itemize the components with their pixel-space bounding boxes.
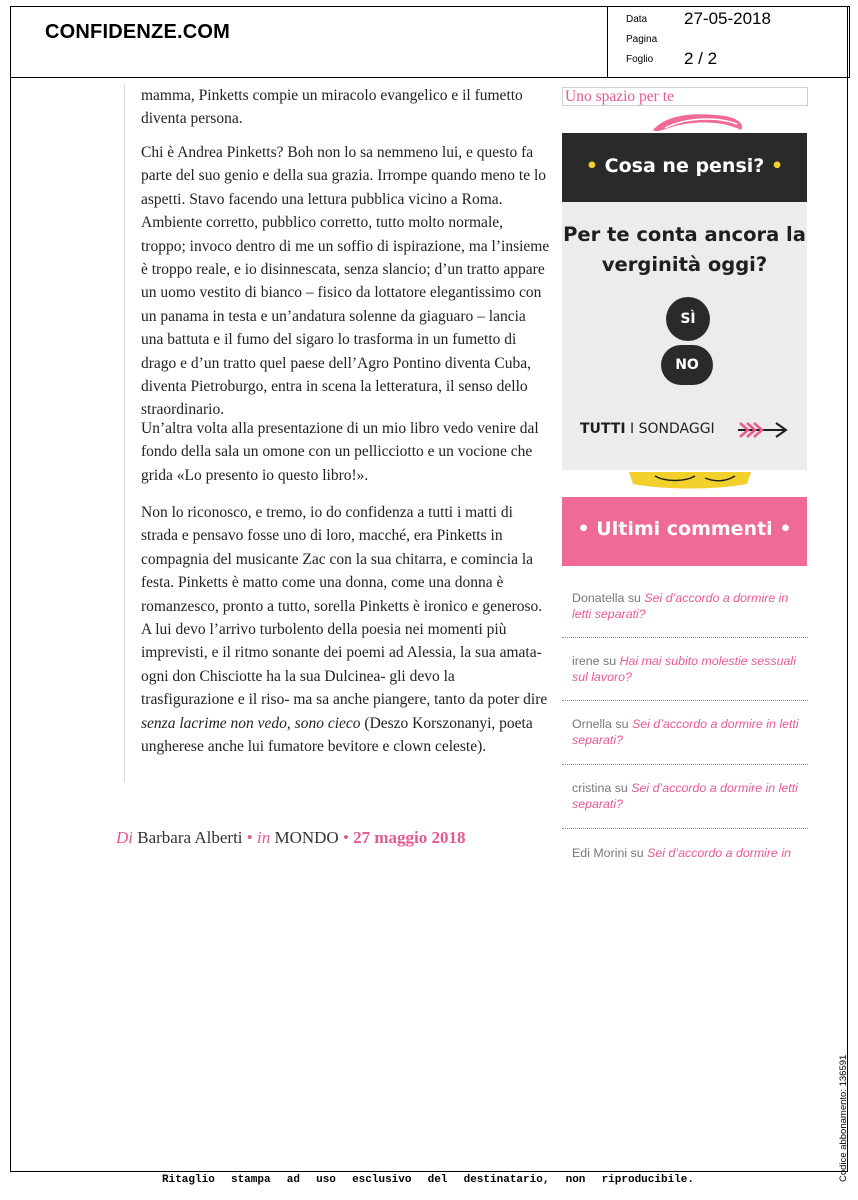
author-link[interactable]: Barbara Alberti (137, 828, 243, 847)
comment-article-link[interactable]: Sei d’accordo a dormire in letti separati? (572, 781, 798, 811)
clipping-header (10, 6, 848, 78)
arrow-right-icon[interactable] (736, 419, 790, 441)
poll-title (562, 155, 807, 177)
subscription-code: Codice abbonamento: 136591 (838, 1054, 849, 1182)
comment-divider (562, 828, 808, 829)
notice-word: del (427, 1174, 448, 1186)
comments-header (562, 497, 807, 566)
pagina-label: Pagina (626, 34, 658, 45)
article-paragraph (141, 501, 551, 758)
notice-word: riproducibile. (601, 1174, 694, 1186)
article-body (124, 84, 550, 782)
bullet: • (770, 155, 784, 177)
comment-article-link[interactable]: Hai mai subito molestie sessuali sul lavoro? (572, 654, 796, 684)
comment-article-link[interactable]: Sei d’accordo a dormire in letti separati? (572, 591, 789, 621)
comment-author: Edi Morini (572, 846, 628, 860)
comment-article-link[interactable]: Sei d’accordo a dormire in letti separati? (572, 717, 799, 747)
comment-item (572, 590, 808, 622)
data-label: Data (626, 14, 648, 25)
data-value: 27-05-2018 (684, 9, 771, 28)
notice-word: ad (286, 1174, 300, 1186)
poll-question (562, 220, 807, 280)
comment-item (572, 653, 808, 685)
poll-option-yes-button[interactable]: SÌ (666, 297, 710, 341)
article-byline (116, 828, 466, 848)
comment-on: su (615, 717, 629, 731)
poll-widget (562, 133, 807, 470)
comment-divider (562, 637, 808, 638)
foglio-label: Foglio (626, 54, 654, 65)
comment-on: su (627, 591, 641, 605)
comment-divider (562, 764, 808, 765)
sponsored-space-box (562, 87, 808, 106)
comment-author: cristina (572, 781, 612, 795)
paragraph-text: (Deszo Korszonanyi, poeta ungherese anche lui fumatore bevitore e clown celeste). (141, 714, 533, 756)
comments-title-text: Ultimi commenti (596, 518, 773, 540)
article-paragraph: Chi è Andrea Pinketts? Boh non lo sa nemmeno lui, e questo fa parte del suo genio e della sua grazia. Irrompe quando meno te lo aspetti. Stavo facendo una lettura pubblica vicino a Roma. Ambiente corretto, pubblico corretto, tutto molto normale, troppo; invoco dentro di me un soffio di ispirazione, ma l’insieme è troppo reale, e io disinnescata, senza slancio; d’un tratto appare un uomo vestito di bianco – fisico da lottatore elegantissimo con un panama in testa e un’andatura solenne da giaguaro – lancia una battuta e il fumo del sigaro lo trasforma in un fumetto di drago e d’un tratto quel paese dell’Agro Pontino diventa Cuba, diventa Pietroburgo, entra in scena la letteratura, il senso dello straordinario. (141, 144, 550, 419)
poll-option-no-button[interactable]: NO (661, 345, 713, 385)
comment-author: irene (572, 654, 600, 668)
poll-title-text: Cosa ne pensi? (604, 155, 765, 177)
comment-item (572, 716, 808, 748)
comment-on: su (603, 654, 617, 668)
comment-item (572, 845, 808, 861)
comment-author: Donatella (572, 591, 625, 605)
notice-word: uso (316, 1174, 336, 1186)
comment-on: su (614, 781, 628, 795)
poll-header (562, 133, 807, 202)
bullet: • (577, 518, 590, 540)
foglio-value: 2 / 2 (684, 49, 718, 68)
bullet: • (585, 155, 599, 177)
byline-separator: • (342, 828, 349, 847)
brush-stroke-decoration (625, 470, 755, 492)
article-paragraph: Un’altra volta alla presentazione di un mio libro vedo venire dal fondo della sala un omone con un pellicciotto e un vocione che grida «Lo presento io questo libro!». (141, 420, 539, 484)
publish-date: 27 maggio 2018 (353, 828, 466, 847)
paragraph-text: Non lo riconosco, e tremo, io do confidenza a tutti i matti di strada e pensavo fosse uno di loro, macché, era Pinketts in compagnia del musicante Zac con la sua chitarra, e comincia la festa. Pinketts è matto come una donna, come una donna è romanzesco, pronto a tutto, sorella Pinketts è ironico e generoso. A lui devo l’arrivo turbolento della poesia nei momenti più imprevisti, e il ritmo sonante dei poemi ad Alessia, la sua amata- ogni don Chisciotte ha la sua Dulcinea- gli devo la trasfigurazione e il riso- ma sa anche piangere, tanto da poter dire (141, 504, 548, 709)
comment-on: su (630, 846, 644, 860)
comments-title (562, 518, 807, 540)
article-paragraph: mamma, Pinketts compie un miracolo evangelico e il fumetto diventa persona. (141, 87, 523, 128)
notice-word: esclusivo (352, 1174, 412, 1186)
comment-item (572, 780, 808, 812)
notice-word: non (565, 1174, 586, 1186)
all-polls-text: I SONDAGGI (630, 421, 715, 437)
comment-divider (562, 700, 808, 701)
italic-quote: senza lacrime non vedo, sono cieco (141, 714, 361, 732)
all-polls-bold: TUTTI (580, 421, 626, 437)
metadata-box (607, 6, 850, 78)
comment-author: Ornella (572, 717, 612, 731)
byline-di: Di (116, 828, 133, 847)
poll-question-line: Per te conta ancora la (563, 223, 806, 246)
notice-word: stampa (230, 1174, 271, 1186)
poll-question-line: verginità oggi? (601, 253, 768, 276)
publication-name: CONFIDENZE.COM (45, 21, 231, 43)
all-polls-link[interactable] (580, 421, 715, 437)
byline-in: in (256, 828, 271, 847)
comment-article-link[interactable]: Sei d’accordo a dormire in (647, 846, 792, 860)
reproduction-notice (162, 1174, 694, 1186)
section-link[interactable]: MONDO (274, 828, 339, 847)
bullet: • (779, 518, 792, 540)
space-label: Uno spazio per te (565, 88, 674, 105)
notice-word: Ritaglio (162, 1174, 215, 1186)
byline-separator: • (246, 828, 253, 847)
notice-word: destinatario, (463, 1174, 550, 1186)
